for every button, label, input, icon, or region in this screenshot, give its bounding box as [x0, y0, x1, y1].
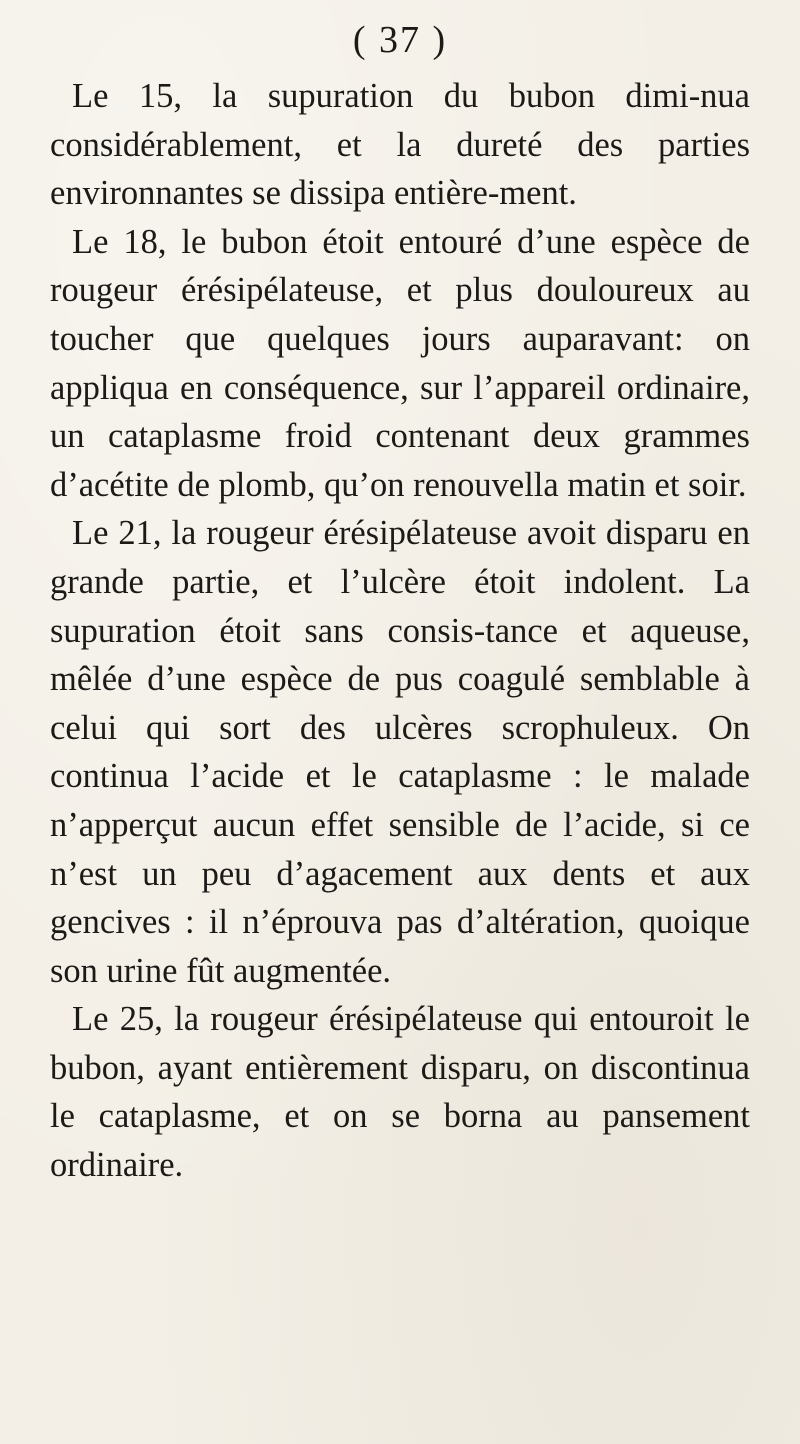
body-text: [50, 72, 750, 1190]
page-number: ( 37 ): [352, 19, 448, 61]
paragraph-day-21: Le 21, la rougeur érésipélateuse avoit disparu en grande partie, et l’ulcère étoit indolent. La supuration étoit sans consis-tance et aqueuse, mêlée d’une espèce de pus coagulé semblable à celui qui sort des ulcères scrophuleux. On continua l’acide et le cataplasme : le malade n’apperçut aucun effet sensible de l’acide, si ce n’est un peu d’agacement aux dents et aux gencives : il n’éprouva pas d’altération, quoique son urine fût augmentée.: [50, 514, 750, 990]
paragraph-day-25: Le 25, la rougeur érésipélateuse qui entouroit le bubon, ayant entièrement disparu, on discontinua le cataplasme, et on se borna au pansement ordinaire.: [50, 1000, 750, 1185]
paragraph-day-15: Le 15, la supuration du bubon dimi-nua considérablement, et la dureté des parties environnantes se dissipa entière-ment.: [50, 77, 750, 213]
paragraph-day-18: Le 18, le bubon étoit entouré d’une espèce de rougeur érésipélateuse, et plus douloureux au toucher que quelques jours auparavant: on appliqua en conséquence, sur l’appareil ordinaire, un cataplasme froid contenant deux grammes d’acétite de plomb, qu’on renouvella matin et soir.: [50, 222, 750, 504]
